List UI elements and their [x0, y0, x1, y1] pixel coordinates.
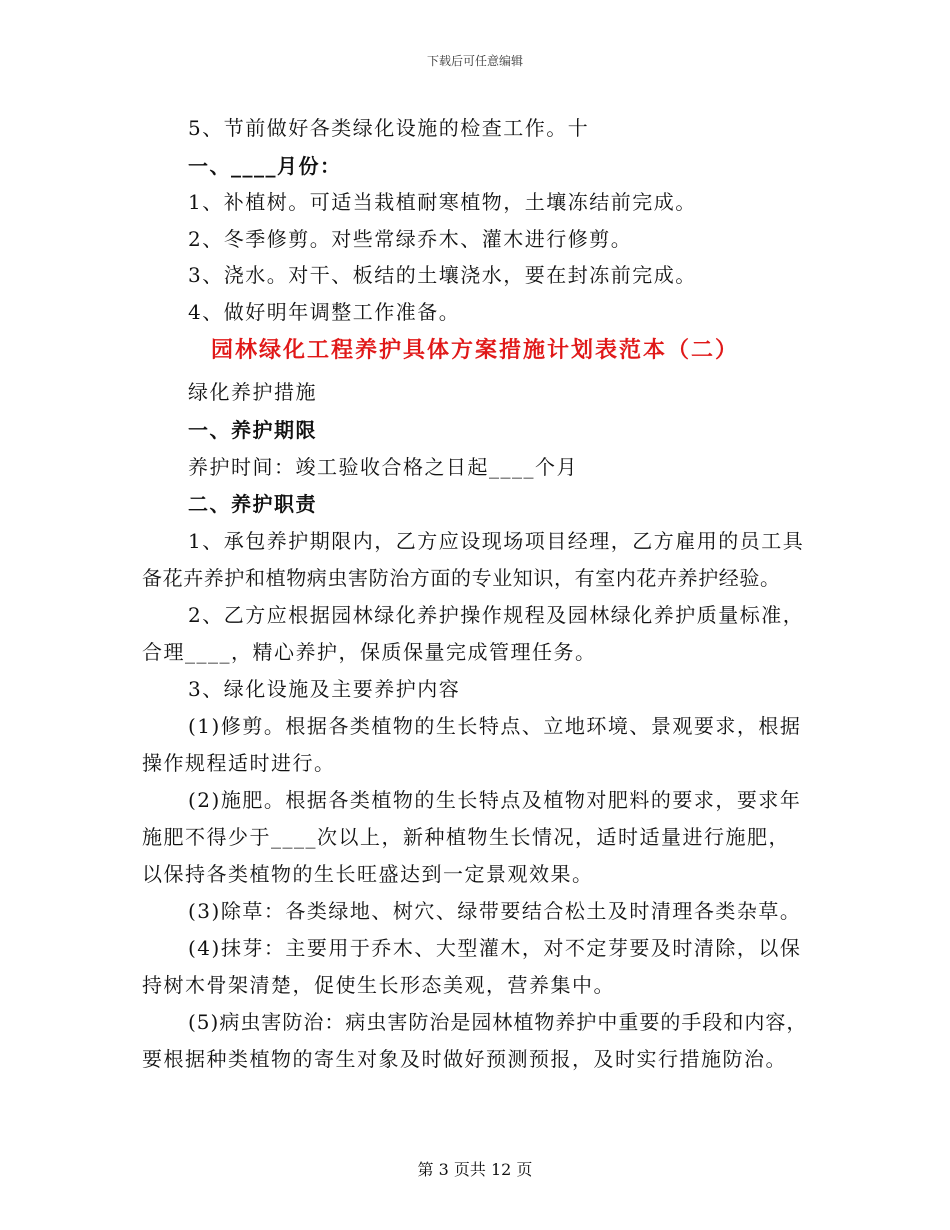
- text-line: 以保持各类植物的生长旺盛达到一定景观效果。: [142, 862, 594, 886]
- text-line: 1、承包养护期限内，乙方应设现场项目经理，乙方雇用的员工具: [188, 529, 805, 553]
- section-heading: 一、养护期限: [188, 418, 317, 442]
- text-line: 施肥不得少于____次以上，新种植物生长情况，适时适量进行施肥，: [142, 825, 790, 849]
- text-line: (2)施肥。根据各类植物的生长特点及植物对肥料的要求，要求年: [188, 788, 802, 812]
- text-line: 绿化养护措施: [188, 380, 317, 404]
- text-line: 4、做好明年调整工作准备。: [188, 300, 461, 324]
- text-line: 5、节前做好各类绿化设施的检查工作。十: [188, 116, 590, 140]
- text-line: 备花卉养护和植物病虫害防治方面的专业知识，有室内花卉养护经验。: [142, 566, 781, 590]
- page-header: 下载后可任意编辑: [426, 54, 523, 68]
- text-line: (5)病虫害防治：病虫害防治是园林植物养护中重要的手段和内容，: [188, 1010, 808, 1034]
- document-title: 园林绿化工程养护具体方案措施计划表范本（二）: [210, 337, 739, 363]
- text-line: 养护时间：竣工验收合格之日起____个月: [188, 455, 578, 479]
- text-line: (4)抹芽：主要用于乔木、大型灌木，对不定芽要及时清除，以保: [188, 936, 802, 960]
- section-heading: 一、____月份：: [188, 154, 342, 178]
- text-line: 2、乙方应根据园林绿化养护操作规程及园林绿化养护质量标准，: [188, 603, 805, 627]
- text-line: (3)除草：各类绿地、树穴、绿带要结合松土及时清理各类杂草。: [188, 899, 802, 923]
- text-line: 3、浇水。对干、板结的土壤浇水，要在封冻前完成。: [188, 263, 697, 287]
- text-line: 1、补植树。可适当栽植耐寒植物，土壤冻结前完成。: [188, 190, 697, 214]
- text-line: (1)修剪。根据各类植物的生长特点、立地环境、景观要求，根据: [188, 714, 802, 738]
- text-line: 操作规程适时进行。: [142, 751, 336, 775]
- section-heading: 二、养护职责: [188, 492, 317, 516]
- text-line: 3、绿化设施及主要养护内容: [188, 677, 461, 701]
- page-footer: 第 3 页共 12 页: [417, 1160, 533, 1179]
- text-line: 持树木骨架清楚，促使生长形态美观，营养集中。: [142, 973, 615, 997]
- text-line: 合理____，精心养护，保质保量完成管理任务。: [142, 640, 597, 664]
- text-line: 2、冬季修剪。对些常绿乔木、灌木进行修剪。: [188, 227, 633, 251]
- text-line: 要根据种类植物的寄生对象及时做好预测预报，及时实行措施防治。: [142, 1047, 787, 1071]
